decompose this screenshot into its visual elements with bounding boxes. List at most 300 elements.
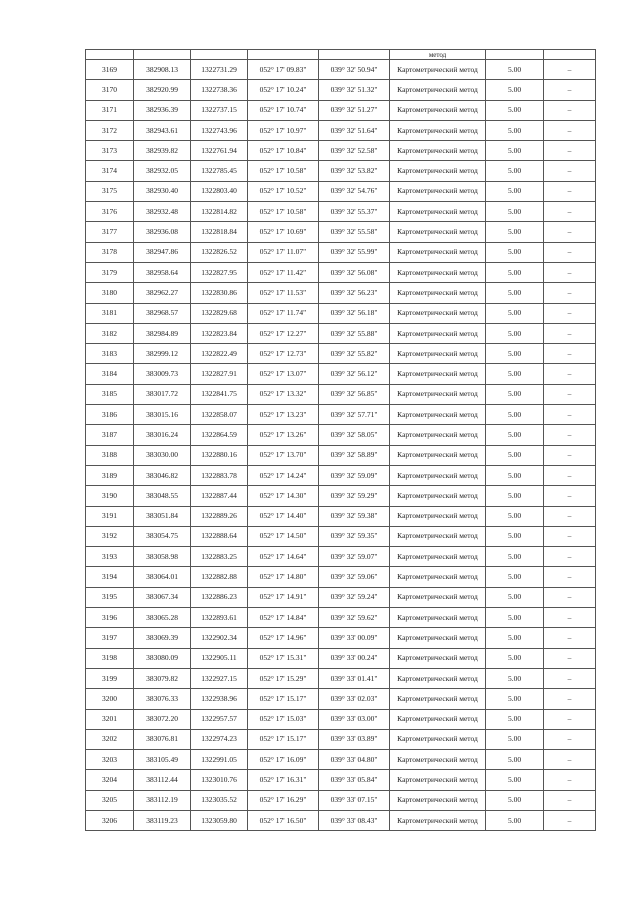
cell-method: Картометрический метод [390,242,486,262]
cell-accuracy: 5.00 [486,750,544,770]
table-row [86,689,596,709]
cell-accuracy: 5.00 [486,506,544,526]
table-body [86,50,596,831]
cell-longitude: 039° 33' 03.89" [319,729,390,749]
cell-method: Картометрический метод [390,181,486,201]
cell-note: – [544,709,596,729]
cell-latitude: 052° 17' 15.29" [248,668,319,688]
cell-x: 383058.98 [134,547,191,567]
cell-accuracy: 5.00 [486,790,544,810]
cell-y: 1322886.23 [191,587,248,607]
cell-accuracy: 5.00 [486,445,544,465]
coordinates-table-page [85,49,595,831]
cell-accuracy: 5.00 [486,120,544,140]
cell-note: – [544,750,596,770]
cell-longitude: 039° 32' 56.85" [319,384,390,404]
cell-number: 3188 [86,445,134,465]
cell-method: Картометрический метод [390,364,486,384]
cell-y: 1322827.95 [191,262,248,282]
table-row [86,181,596,201]
cell-x: 383017.72 [134,384,191,404]
cell-accuracy: 5.00 [486,526,544,546]
cell-number: 3186 [86,405,134,425]
table-row [86,262,596,282]
cell-number: 3178 [86,242,134,262]
cell-accuracy: 5.00 [486,709,544,729]
table-row [86,608,596,628]
cell-longitude: 039° 33' 01.41" [319,668,390,688]
cell-accuracy: 5.00 [486,323,544,343]
table-row [86,810,596,830]
cell-latitude: 052° 17' 14.50" [248,526,319,546]
cell-latitude: 052° 17' 10.69" [248,222,319,242]
cell-latitude: 052° 17' 16.29" [248,790,319,810]
cell-method: Картометрический метод [390,323,486,343]
cell-accuracy: 5.00 [486,364,544,384]
cell-x: 382920.99 [134,80,191,100]
cell-longitude: 039° 33' 05.84" [319,770,390,790]
cell-y: 1323059.80 [191,810,248,830]
cell-accuracy: 5.00 [486,729,544,749]
cell-note: – [544,689,596,709]
cell-note: – [544,810,596,830]
cell-method: Картометрический метод [390,80,486,100]
cell-latitude: 052° 17' 15.17" [248,729,319,749]
cell-latitude: 052° 17' 10.74" [248,100,319,120]
cell-longitude: 039° 32' 59.29" [319,486,390,506]
cell-y: 1322974.23 [191,729,248,749]
cell-x: 383067.34 [134,587,191,607]
cell-number: 3203 [86,750,134,770]
cell-y: 1323035.52 [191,790,248,810]
cell-latitude: 052° 17' 13.32" [248,384,319,404]
cell-accuracy: 5.00 [486,202,544,222]
cell-latitude: 052° 17' 10.58" [248,202,319,222]
cell-x: 382939.82 [134,141,191,161]
cell-latitude: 052° 17' 10.24" [248,80,319,100]
cell-accuracy: 5.00 [486,567,544,587]
cell-longitude: 039° 32' 55.99" [319,242,390,262]
cell-method: Картометрический метод [390,648,486,668]
cell-longitude: 039° 32' 59.06" [319,567,390,587]
cell-number: 3193 [86,547,134,567]
table-row [86,465,596,485]
cell-note: – [544,303,596,323]
table-row [86,445,596,465]
cell-note: – [544,384,596,404]
cell-latitude: 052° 17' 11.74" [248,303,319,323]
cell-accuracy: 5.00 [486,770,544,790]
cell-longitude: 039° 32' 51.27" [319,100,390,120]
cell-method: Картометрический метод [390,202,486,222]
cell-y: 1322888.64 [191,526,248,546]
cell-accuracy: 5.00 [486,587,544,607]
cell-number: 3179 [86,262,134,282]
cell-method: Картометрический метод [390,141,486,161]
cell-accuracy: 5.00 [486,344,544,364]
cell-accuracy: 5.00 [486,242,544,262]
cell-x: 383076.33 [134,689,191,709]
cell-longitude: 039° 32' 50.94" [319,60,390,80]
cell-number: 3173 [86,141,134,161]
cell-longitude: 039° 32' 53.82" [319,161,390,181]
cell-y: 1322883.25 [191,547,248,567]
cell-note: – [544,161,596,181]
cell-number: 3197 [86,628,134,648]
cell-y: 1322826.52 [191,242,248,262]
cell-longitude: 039° 32' 56.23" [319,283,390,303]
cell-x: 383119.23 [134,810,191,830]
cell-number: 3191 [86,506,134,526]
cell-number: 3198 [86,648,134,668]
table-row [86,729,596,749]
cell-latitude: 052° 17' 13.07" [248,364,319,384]
table-row [86,567,596,587]
cell-note: – [544,587,596,607]
cell-number [86,50,134,60]
cell-number: 3200 [86,689,134,709]
cell-y: 1322829.68 [191,303,248,323]
cell-number: 3185 [86,384,134,404]
cell-note: – [544,202,596,222]
cell-x: 382968.57 [134,303,191,323]
cell-latitude: 052° 17' 15.17" [248,689,319,709]
cell-note: – [544,80,596,100]
cell-number: 3180 [86,283,134,303]
cell-method: Картометрический метод [390,810,486,830]
cell-latitude: 052° 17' 14.64" [248,547,319,567]
cell-accuracy: 5.00 [486,384,544,404]
cell-x: 383079.82 [134,668,191,688]
table-row [86,486,596,506]
cell-note: – [544,506,596,526]
cell-note: – [544,364,596,384]
cell-method: Картометрический метод [390,222,486,242]
cell-number: 3202 [86,729,134,749]
cell-x: 382930.40 [134,181,191,201]
cell-note: – [544,425,596,445]
table-row [86,80,596,100]
cell-note: – [544,344,596,364]
cell-longitude [319,50,390,60]
cell-x: 383112.44 [134,770,191,790]
cell-method: Картометрический метод [390,506,486,526]
cell-number: 3182 [86,323,134,343]
cell-longitude: 039° 32' 56.18" [319,303,390,323]
cell-y: 1322893.61 [191,608,248,628]
cell-method: Картометрический метод [390,587,486,607]
cell-latitude: 052° 17' 12.73" [248,344,319,364]
cell-method: Картометрический метод [390,628,486,648]
cell-y: 1322927.15 [191,668,248,688]
cell-note: – [544,120,596,140]
cell-y: 1322737.15 [191,100,248,120]
cell-note: – [544,648,596,668]
cell-latitude: 052° 17' 14.84" [248,608,319,628]
cell-method: Картометрический метод [390,100,486,120]
cell-accuracy: 5.00 [486,60,544,80]
cell-accuracy: 5.00 [486,425,544,445]
cell-note: – [544,242,596,262]
cell-y: 1322823.84 [191,323,248,343]
cell-number: 3177 [86,222,134,242]
cell-method: Картометрический метод [390,384,486,404]
cell-accuracy: 5.00 [486,181,544,201]
cell-x: 383065.28 [134,608,191,628]
cell-x: 383105.49 [134,750,191,770]
cell-y: 1323010.76 [191,770,248,790]
cell-number: 3176 [86,202,134,222]
table-row [86,100,596,120]
cell-x: 383112.19 [134,790,191,810]
cell-longitude: 039° 32' 59.62" [319,608,390,628]
cell-y: 1322882.88 [191,567,248,587]
table-row [86,344,596,364]
cell-longitude: 039° 32' 59.07" [319,547,390,567]
cell-longitude: 039° 32' 55.37" [319,202,390,222]
cell-method: Картометрический метод [390,790,486,810]
cell-latitude: 052° 17' 14.96" [248,628,319,648]
cell-accuracy: 5.00 [486,608,544,628]
cell-x: 383048.55 [134,486,191,506]
cell-latitude [248,50,319,60]
cell-accuracy: 5.00 [486,80,544,100]
cell-method: Картометрический метод [390,689,486,709]
cell-y: 1322827.91 [191,364,248,384]
cell-accuracy: 5.00 [486,100,544,120]
cell-note: – [544,283,596,303]
cell-x: 383072.20 [134,709,191,729]
table-row [86,120,596,140]
table-row [86,587,596,607]
cell-note: – [544,181,596,201]
cell-y: 1322902.34 [191,628,248,648]
cell-latitude: 052° 17' 11.53" [248,283,319,303]
cell-number: 3184 [86,364,134,384]
cell-y: 1322785.45 [191,161,248,181]
cell-accuracy [486,50,544,60]
cell-y: 1322938.96 [191,689,248,709]
cell-method: Картометрический метод [390,729,486,749]
table-row [86,161,596,181]
cell-latitude: 052° 17' 11.42" [248,262,319,282]
table-row [86,425,596,445]
cell-latitude: 052° 17' 16.31" [248,770,319,790]
table-row [86,770,596,790]
cell-x: 383030.00 [134,445,191,465]
cell-number: 3189 [86,465,134,485]
cell-longitude: 039° 32' 52.58" [319,141,390,161]
cell-longitude: 039° 32' 58.89" [319,445,390,465]
cell-accuracy: 5.00 [486,141,544,161]
table-row [86,506,596,526]
table-row [86,750,596,770]
cell-number: 3190 [86,486,134,506]
cell-x: 383076.81 [134,729,191,749]
cell-method: Картометрический метод [390,161,486,181]
cell-method: Картометрический метод [390,770,486,790]
table-row [86,283,596,303]
cell-x: 382984.89 [134,323,191,343]
cell-y: 1322803.40 [191,181,248,201]
cell-latitude: 052° 17' 12.27" [248,323,319,343]
cell-method: Картометрический метод [390,709,486,729]
coordinates-table [85,49,596,831]
cell-note: – [544,547,596,567]
cell-method: Картометрический метод [390,445,486,465]
cell-longitude: 039° 32' 51.64" [319,120,390,140]
cell-accuracy: 5.00 [486,628,544,648]
cell-accuracy: 5.00 [486,405,544,425]
cell-y: 1322957.57 [191,709,248,729]
cell-latitude: 052° 17' 16.50" [248,810,319,830]
cell-longitude: 039° 32' 56.12" [319,364,390,384]
table-row [86,628,596,648]
cell-longitude: 039° 32' 59.09" [319,465,390,485]
cell-longitude: 039° 33' 00.24" [319,648,390,668]
cell-note: – [544,790,596,810]
table-row [86,60,596,80]
cell-note: – [544,628,596,648]
cell-y [191,50,248,60]
cell-x: 382932.48 [134,202,191,222]
cell-accuracy: 5.00 [486,810,544,830]
cell-longitude: 039° 33' 02.03" [319,689,390,709]
cell-y: 1322991.05 [191,750,248,770]
cell-note: – [544,567,596,587]
cell-y: 1322761.94 [191,141,248,161]
table-row [86,202,596,222]
cell-x: 383069.39 [134,628,191,648]
cell-accuracy: 5.00 [486,689,544,709]
cell-y: 1322880.16 [191,445,248,465]
cell-note: – [544,445,596,465]
cell-note: – [544,405,596,425]
cell-x: 383009.73 [134,364,191,384]
cell-number: 3206 [86,810,134,830]
cell-latitude: 052° 17' 10.84" [248,141,319,161]
cell-note: – [544,262,596,282]
cell-longitude: 039° 33' 07.15" [319,790,390,810]
cell-x: 383064.01 [134,567,191,587]
table-row [86,709,596,729]
cell-y: 1322858.07 [191,405,248,425]
cell-note: – [544,668,596,688]
cell-accuracy: 5.00 [486,465,544,485]
cell-x: 382962.27 [134,283,191,303]
table-row [86,790,596,810]
cell-note [544,50,596,60]
cell-x [134,50,191,60]
cell-number: 3169 [86,60,134,80]
table-row [86,364,596,384]
table-row [86,222,596,242]
table-row [86,405,596,425]
table-row [86,141,596,161]
cell-x: 382999.12 [134,344,191,364]
cell-longitude: 039° 33' 04.80" [319,750,390,770]
cell-longitude: 039° 33' 03.00" [319,709,390,729]
cell-number: 3201 [86,709,134,729]
cell-longitude: 039° 32' 57.71" [319,405,390,425]
cell-latitude: 052° 17' 11.07" [248,242,319,262]
cell-note: – [544,141,596,161]
cell-number: 3205 [86,790,134,810]
cell-method: Картометрический метод [390,283,486,303]
cell-latitude: 052° 17' 14.40" [248,506,319,526]
cell-number: 3174 [86,161,134,181]
cell-method: Картометрический метод [390,547,486,567]
cell-method: Картометрический метод [390,526,486,546]
cell-y: 1322830.86 [191,283,248,303]
cell-number: 3171 [86,100,134,120]
cell-note: – [544,323,596,343]
cell-x: 383080.09 [134,648,191,668]
cell-method: Картометрический метод [390,486,486,506]
cell-number: 3194 [86,567,134,587]
cell-latitude: 052° 17' 16.09" [248,750,319,770]
cell-accuracy: 5.00 [486,648,544,668]
cell-accuracy: 5.00 [486,668,544,688]
cell-accuracy: 5.00 [486,283,544,303]
cell-number: 3195 [86,587,134,607]
cell-x: 382936.08 [134,222,191,242]
cell-accuracy: 5.00 [486,547,544,567]
cell-number: 3181 [86,303,134,323]
table-row [86,668,596,688]
cell-latitude: 052° 17' 15.31" [248,648,319,668]
cell-longitude: 039° 32' 59.24" [319,587,390,607]
cell-longitude: 039° 32' 54.76" [319,181,390,201]
cell-latitude: 052° 17' 15.03" [248,709,319,729]
cell-longitude: 039° 33' 08.43" [319,810,390,830]
cell-x: 383046.82 [134,465,191,485]
cell-note: – [544,100,596,120]
cell-y: 1322743.96 [191,120,248,140]
cell-accuracy: 5.00 [486,161,544,181]
cell-latitude: 052° 17' 14.24" [248,465,319,485]
cell-y: 1322887.44 [191,486,248,506]
cell-longitude: 039° 33' 00.09" [319,628,390,648]
cell-number: 3192 [86,526,134,546]
cell-method: Картометрический метод [390,303,486,323]
cell-y: 1322738.36 [191,80,248,100]
cell-latitude: 052° 17' 14.80" [248,567,319,587]
table-row [86,648,596,668]
cell-method: Картометрический метод [390,60,486,80]
cell-number: 3183 [86,344,134,364]
cell-method: Картометрический метод [390,405,486,425]
cell-method: Картометрический метод [390,608,486,628]
cell-number: 3175 [86,181,134,201]
cell-latitude: 052° 17' 10.58" [248,161,319,181]
table-row [86,384,596,404]
cell-latitude: 052° 17' 09.83" [248,60,319,80]
cell-longitude: 039° 32' 56.08" [319,262,390,282]
cell-number: 3172 [86,120,134,140]
cell-y: 1322905.11 [191,648,248,668]
cell-latitude: 052° 17' 13.70" [248,445,319,465]
cell-number: 3187 [86,425,134,445]
cell-method: метод [390,50,486,60]
table-row [86,303,596,323]
cell-method: Картометрический метод [390,120,486,140]
cell-x: 383015.16 [134,405,191,425]
cell-latitude: 052° 17' 10.52" [248,181,319,201]
cell-x: 382936.39 [134,100,191,120]
cell-longitude: 039° 32' 58.05" [319,425,390,445]
cell-number: 3199 [86,668,134,688]
